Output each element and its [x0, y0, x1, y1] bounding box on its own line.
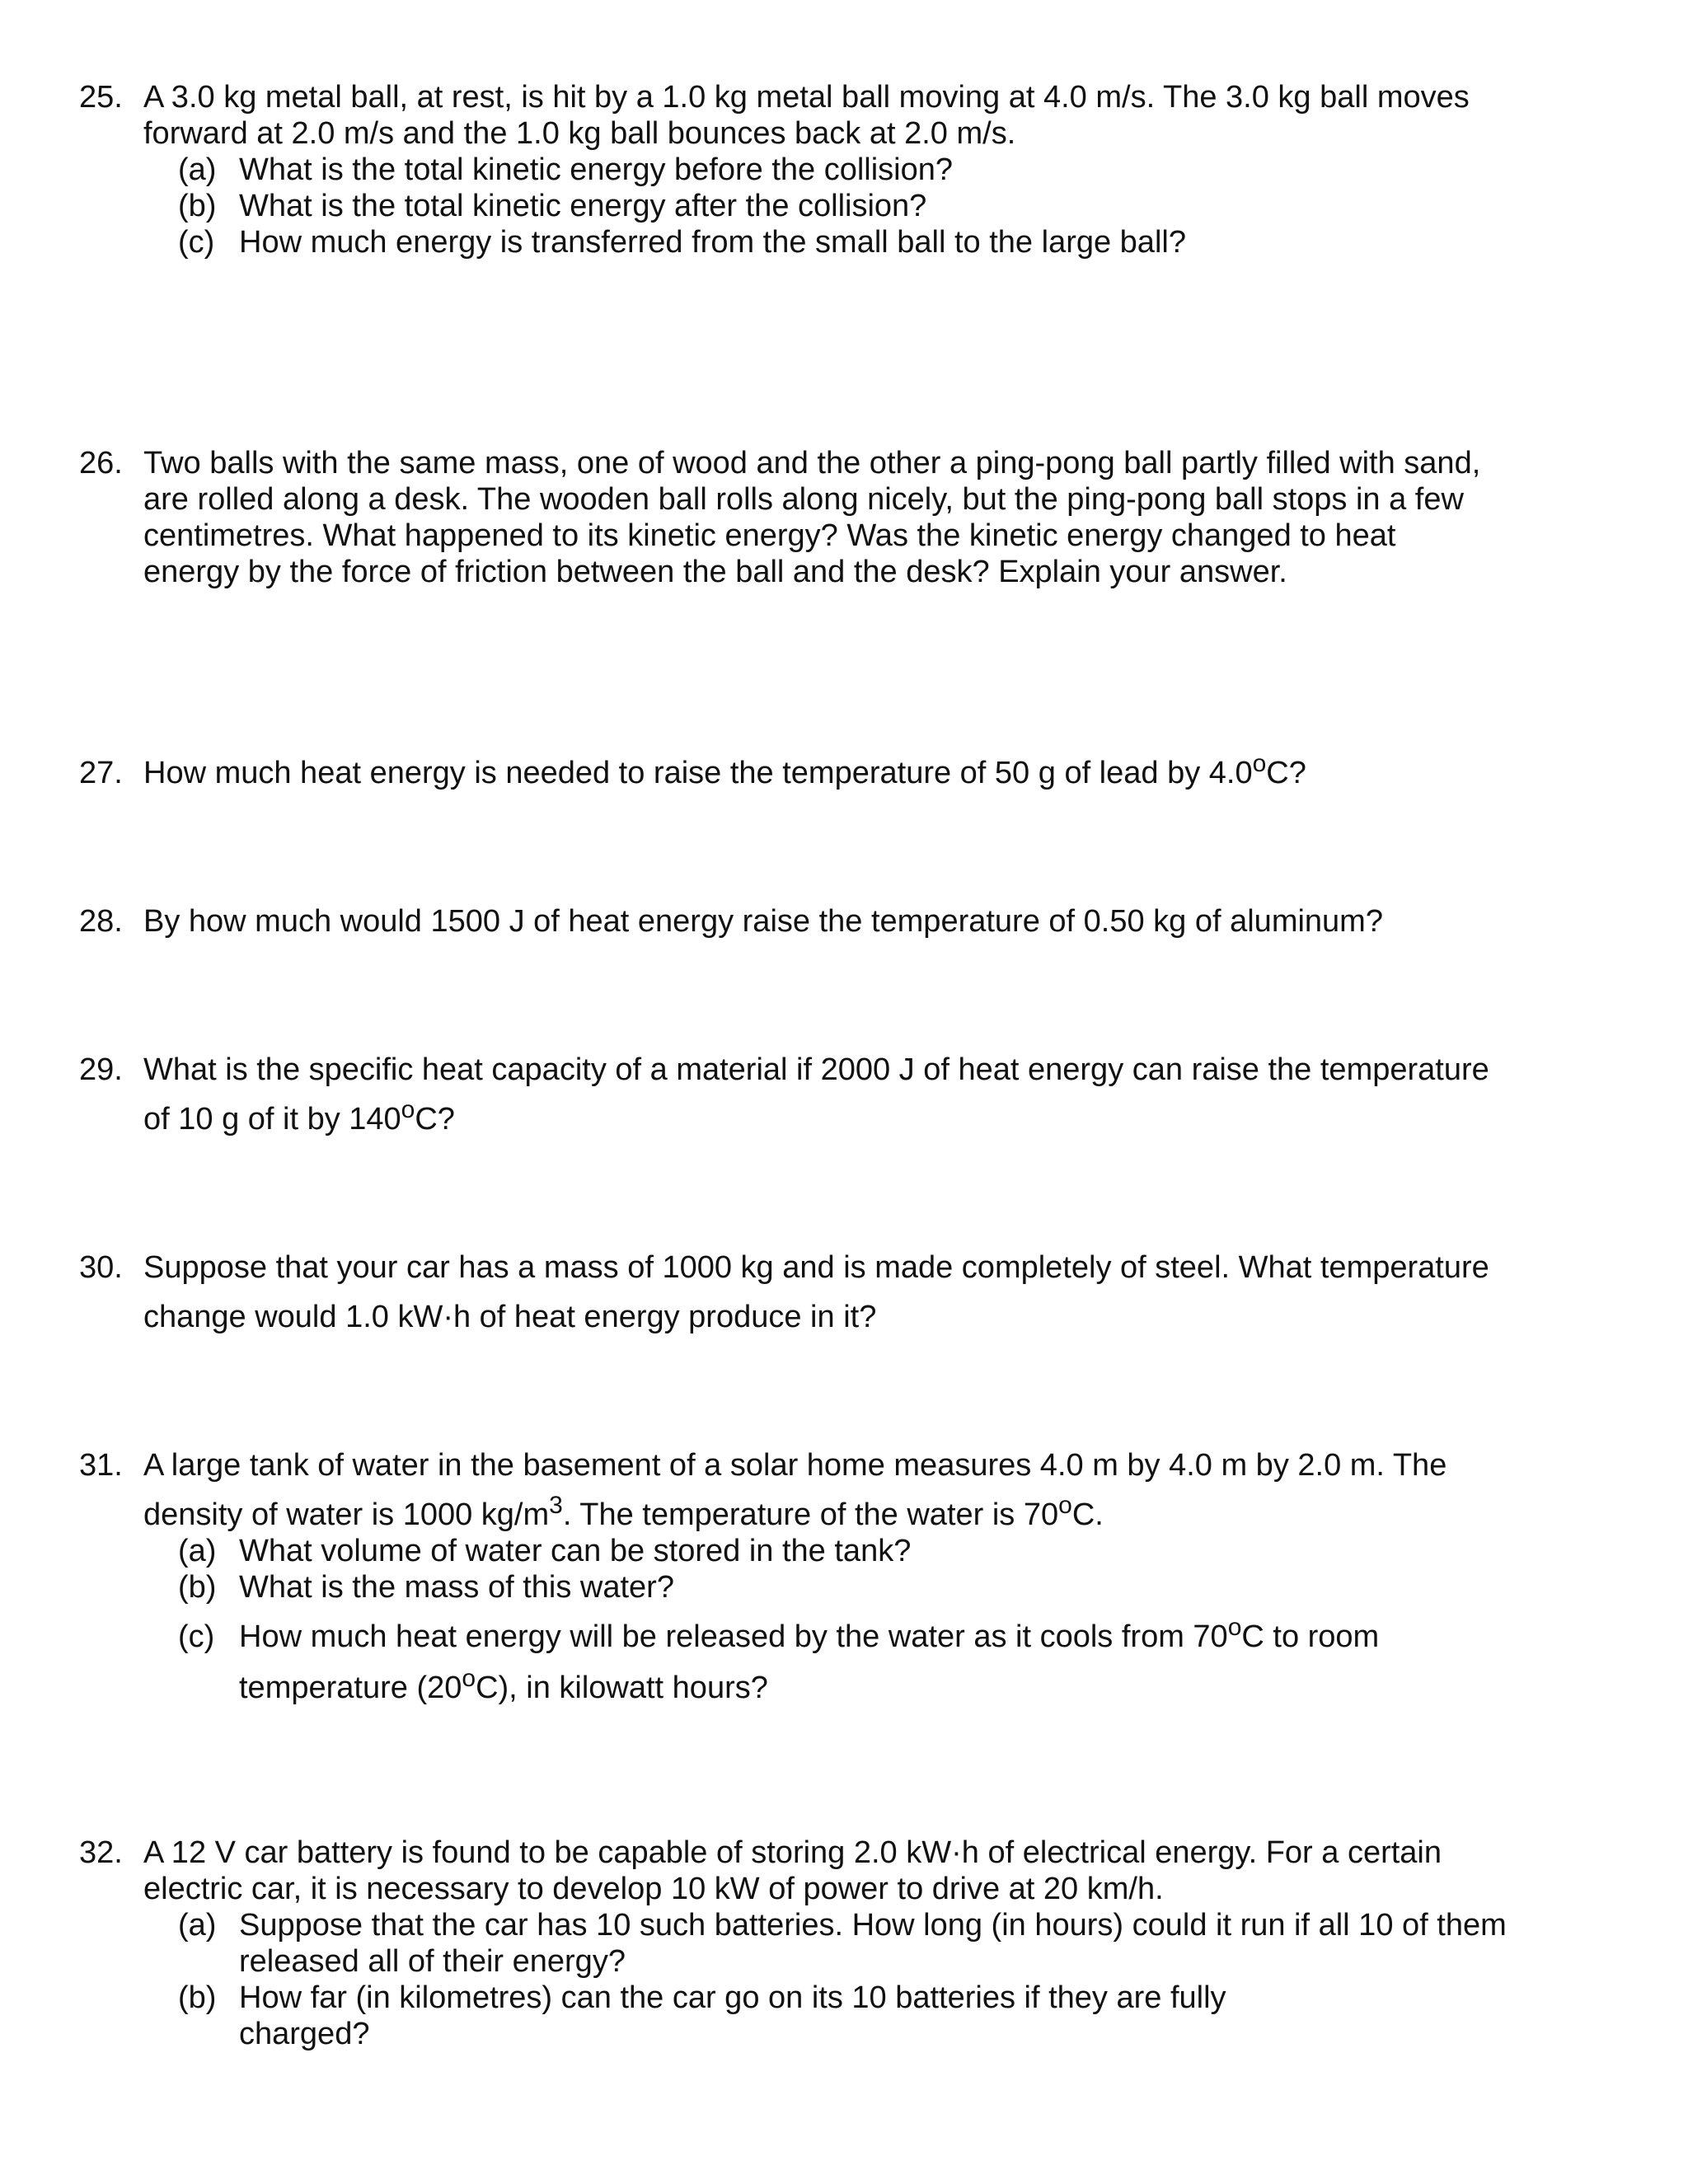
question-32-line-2: electric car, it is necessary to develop 10 kW of power to drive at 20 km/h.: [143, 1872, 1164, 1906]
part-label: (b): [178, 189, 217, 223]
part-label: (a): [178, 1534, 217, 1568]
question-text-part: C.: [1071, 1497, 1104, 1532]
question-number: 27.: [79, 756, 123, 790]
question-text: Two balls with the same mass, one of wood and the other a ping-pong ball partly filled with sand,: [143, 446, 1481, 480]
superscript-3: 3: [549, 1492, 563, 1519]
part-text-segment: C to room: [1241, 1619, 1380, 1654]
part-label: (a): [178, 1908, 217, 1943]
degree-symbol: o: [462, 1665, 476, 1692]
question-31-part-c-continued: [79, 1665, 1629, 1706]
question-26-line-4: energy by the force of friction between the ball and the desk? Explain your answer.: [143, 555, 1287, 589]
question-text-part: How much heat energy is needed to raise the temperature of 50 g of lead by 4.0: [143, 756, 1253, 790]
question-text: A large tank of water in the basement of a solar home measures 4.0 m by 4.0 m by 2.0 m. The: [143, 1448, 1447, 1483]
question-25-line-1: [79, 79, 1629, 115]
question-25-part-a: [79, 152, 1629, 188]
part-text: What is the total kinetic energy after the collision?: [239, 189, 927, 223]
part-text-segment: temperature (20: [239, 1671, 462, 1705]
part-label: (b): [178, 1570, 217, 1605]
question-number: 30.: [79, 1250, 123, 1285]
question-text: Suppose that your car has a mass of 1000 kg and is made completely of steel. What temperature: [143, 1250, 1489, 1285]
part-text: [239, 1614, 1380, 1655]
question-text: A 12 V car battery is found to be capable of storing 2.0 kW·h of electrical energy. For a certain: [143, 1835, 1442, 1870]
question-25-part-c: [79, 224, 1629, 260]
question-32-part-b: [79, 1980, 1629, 2016]
degree-symbol: o: [1252, 750, 1267, 777]
question-text-part: of 10 g of it by 140: [143, 1102, 401, 1137]
question-26-line-3: centimetres. What happened to its kinetic energy? Was the kinetic energy changed to heat: [143, 518, 1396, 553]
part-label: (a): [178, 152, 217, 187]
part-label: (b): [178, 1980, 217, 2015]
question-27-line-1: [79, 750, 1629, 791]
question-25: [79, 79, 1629, 260]
question-29: [79, 1052, 1629, 1137]
part-text-segment: C), in kilowatt hours?: [476, 1671, 768, 1705]
question-32-line-1: [79, 1835, 1629, 1871]
part-text: How much energy is transferred from the small ball to the large ball?: [239, 225, 1186, 260]
part-text: Suppose that the car has 10 such batteries. How long (in hours) could it run if all 10 of them: [239, 1908, 1507, 1943]
question-31-line-1: [79, 1447, 1629, 1483]
part-text-segment: How much heat energy will be released by the water as it cools from 70: [239, 1619, 1228, 1654]
question-31-part-a: [79, 1533, 1629, 1569]
question-number: 31.: [79, 1448, 123, 1483]
question-26-line-2: are rolled along a desk. The wooden ball rolls along nicely, but the ping-pong ball stops in a few: [143, 482, 1464, 517]
question-30: [79, 1249, 1629, 1335]
question-32-part-a-continued: released all of their energy?: [239, 1944, 626, 1979]
question-25-line-2: forward at 2.0 m/s and the 1.0 kg ball bounces back at 2.0 m/s.: [143, 116, 1016, 151]
question-text: [143, 750, 1306, 791]
question-27: [79, 750, 1629, 791]
question-text: By how much would 1500 J of heat energy raise the temperature of 0.50 kg of aluminum?: [143, 904, 1383, 939]
question-text-part: C?: [415, 1102, 455, 1137]
part-label: (c): [178, 1619, 215, 1654]
question-30-line-2: change would 1.0 kW·h of heat energy produce in it?: [143, 1300, 877, 1334]
question-28-line-1: [79, 903, 1629, 940]
question-29-line-1: [79, 1052, 1629, 1088]
question-text: What is the specific heat capacity of a material if 2000 J of heat energy can raise the temperature: [143, 1052, 1489, 1087]
question-31-part-b: [79, 1569, 1629, 1605]
question-text-part: . The temperature of the water is 70: [562, 1497, 1059, 1532]
question-26: [79, 445, 1629, 590]
question-text-part: density of water is 1000 kg/m: [143, 1497, 550, 1532]
question-28: [79, 903, 1629, 940]
question-text-part: C?: [1266, 756, 1306, 790]
question-31-line-2: [79, 1492, 1629, 1533]
question-31-part-c: [79, 1614, 1629, 1655]
part-text: What is the total kinetic energy before the collision?: [239, 152, 954, 187]
question-32: [79, 1835, 1629, 2052]
degree-symbol: o: [401, 1096, 415, 1123]
degree-symbol: o: [1058, 1492, 1072, 1519]
part-text: What is the mass of this water?: [239, 1570, 674, 1605]
question-29-line-2: [79, 1096, 1629, 1137]
part-text: What volume of water can be stored in the tank?: [239, 1534, 912, 1568]
part-text: How far (in kilometres) can the car go on its 10 batteries if they are fully: [239, 1980, 1226, 2015]
question-number: 26.: [79, 446, 123, 480]
question-25-part-b: [79, 188, 1629, 224]
question-number: 28.: [79, 904, 123, 939]
degree-symbol: o: [1227, 1614, 1242, 1641]
question-32-part-a: [79, 1907, 1629, 1943]
question-number: 32.: [79, 1835, 123, 1870]
question-32-part-b-continued: charged?: [239, 2017, 370, 2051]
question-number: 25.: [79, 80, 123, 115]
question-31: [79, 1447, 1629, 1706]
question-text: A 3.0 kg metal ball, at rest, is hit by a 1.0 kg metal ball moving at 4.0 m/s. The 3.0 kg ball moves: [143, 80, 1470, 115]
question-26-line-1: [79, 445, 1629, 481]
part-label: (c): [178, 225, 215, 260]
question-30-line-1: [79, 1249, 1629, 1286]
question-number: 29.: [79, 1052, 123, 1087]
